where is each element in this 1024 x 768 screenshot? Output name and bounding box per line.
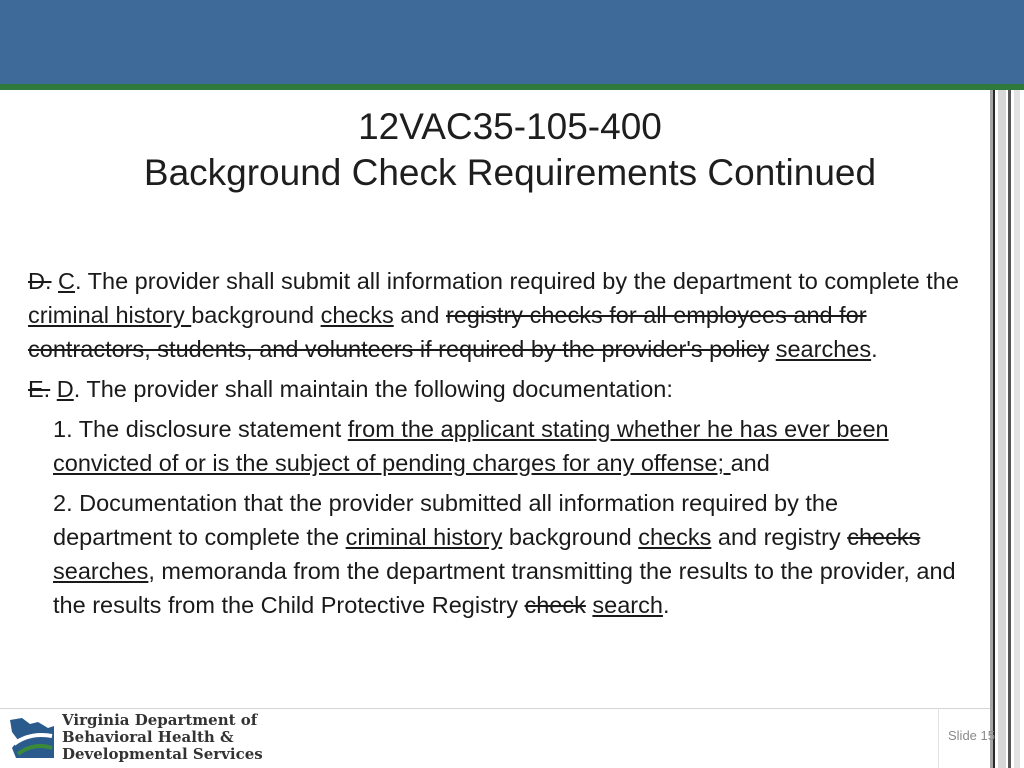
body-text: , memoranda from the department transmitting the results to the provider, and the results from the Child Protective Registry [53, 558, 956, 618]
deleted-text: E. [28, 376, 51, 402]
body-text: and [730, 450, 770, 476]
body-text: background [191, 302, 321, 328]
header-bar [0, 0, 1024, 84]
list-item-1 [53, 412, 963, 480]
paragraph-c [28, 264, 963, 366]
inserted-text: checks [320, 302, 394, 328]
body-text: . The provider shall maintain the following documentation: [73, 376, 673, 402]
body-text: . The provider shall submit all information required by the department to complete the [75, 268, 959, 294]
header-accent-line [0, 84, 1024, 90]
list-item-2 [53, 486, 963, 622]
slide-number-divider [938, 708, 939, 768]
dbhds-logo [6, 711, 263, 764]
body-text: background [502, 524, 639, 550]
title-code: 12VAC35-105-400 [358, 106, 662, 147]
logo-line-1: Virginia Department of [62, 711, 258, 729]
inserted-text: checks [638, 524, 712, 550]
inserted-text: from the applicant stating whether he has ever been convicted of or is the subject of pending charges for any offense; [53, 416, 889, 476]
slide-edge-decoration [990, 90, 1024, 768]
body-text: . [871, 336, 878, 362]
paragraph-d [28, 372, 963, 406]
deleted-text: D. [28, 268, 52, 294]
inserted-text: criminal history [28, 302, 192, 328]
virginia-map-icon [8, 714, 56, 762]
body-text: and registry [711, 524, 848, 550]
inserted-text: search [592, 592, 663, 618]
inserted-text: criminal history [345, 524, 503, 550]
inserted-text: searches [53, 558, 149, 584]
inserted-text: D [56, 376, 74, 402]
footer-divider [0, 708, 990, 709]
body-text: 2. Documentation that the provider submitted all information required by the department to complete the [53, 490, 839, 550]
inserted-text: C [58, 268, 76, 294]
title-heading: Background Check Requirements Continued [143, 152, 877, 193]
logo-line-2: Behavioral Health & [62, 728, 234, 746]
body-text: . [662, 592, 670, 618]
logo-line-3: Developmental Services [62, 745, 263, 763]
deleted-text: checks [847, 524, 921, 550]
slide-body [28, 264, 963, 628]
deleted-text: registry checks for all employees and for contractors, students, and volunteers if required by the provider's policy [28, 302, 867, 362]
deleted-text: check [524, 592, 586, 618]
body-text: 1. The disclosure statement [53, 416, 348, 442]
slide-title [30, 104, 990, 196]
inserted-text: searches [775, 336, 872, 362]
slide-number: Slide 15 [948, 728, 995, 743]
body-text: and [393, 302, 446, 328]
